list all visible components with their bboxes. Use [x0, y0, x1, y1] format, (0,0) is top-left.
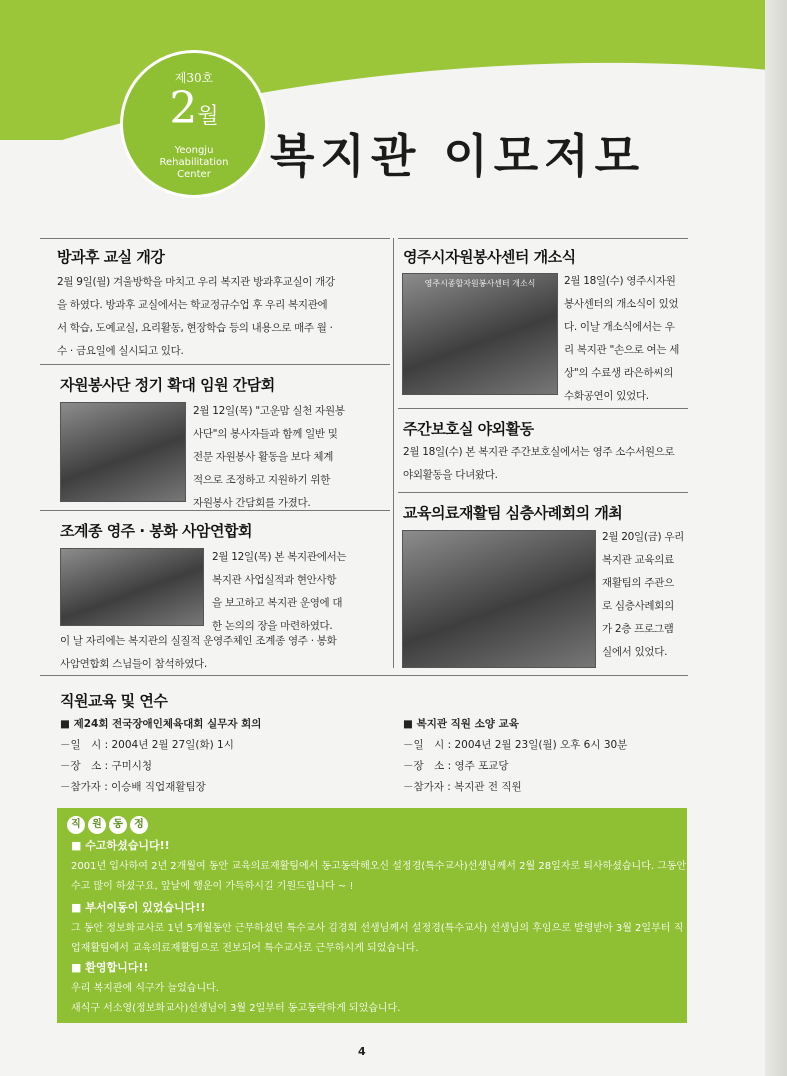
photo-banner-text: 영주시종합자원봉사센터 개소식	[424, 279, 536, 288]
issue-month	[123, 81, 265, 145]
divider	[393, 238, 394, 668]
buddhist-text-full	[60, 630, 390, 676]
en-line-1: Yeongju	[174, 145, 214, 156]
staff-news-text: 우리 복지관에 식구가 늘었습니다.	[71, 983, 219, 994]
logo-char: 원	[88, 816, 106, 834]
section-title: 주간보호실 야외활동	[403, 420, 534, 438]
section-text: 사단"의 봉사자들과 함께 일반 및	[193, 428, 338, 440]
section-training	[60, 690, 680, 711]
section-text: 이 날 자리에는 복지관의 실질적 운영주체인 조계종 영주 · 봉화	[60, 635, 337, 647]
section-text: 야외활동을 다녀왔다.	[403, 469, 498, 481]
section-title: 직원교육 및 연수	[60, 692, 168, 710]
volunteer-text	[193, 400, 388, 515]
section-text: 을 보고하고 복지관 운영에 대	[212, 597, 343, 609]
en-line-2: Rehabilitation	[159, 157, 229, 168]
training-left	[60, 714, 390, 798]
training-date: －일 시 : 2004년 2월 27일(화) 1시	[60, 739, 234, 751]
section-text: 로 심층사례회의	[602, 600, 674, 612]
section-afterschool	[57, 246, 382, 363]
staff-news-item	[71, 898, 683, 959]
section-text: 서 학습, 도예교실, 요리활동, 현장학습 등의 내용으로 매주 월 ·	[57, 322, 333, 334]
issue-number: 제30호	[174, 71, 214, 85]
training-participants: －참가자 : 이승배 직업재활팀장	[60, 781, 206, 793]
training-heading-text: 제24회 전국장애인체육대회 실무자 회의	[73, 718, 262, 730]
section-text: 리 복지관 "손으로 여는 세	[564, 344, 680, 356]
section-title: 교육의료재활팀 심층사례회의 개최	[403, 504, 623, 522]
section-text: 2월 18일(수) 본 복지관 주간보호실에서는 영주 소수서원으로	[403, 446, 675, 458]
logo-char: 정	[130, 816, 148, 834]
divider	[398, 408, 688, 409]
section-text: 자원봉사 간담회를 가졌다.	[193, 497, 311, 509]
section-text: 수 · 금요일에 실시되고 있다.	[57, 345, 184, 357]
logo-char: 동	[109, 816, 127, 834]
section-medical	[403, 502, 688, 523]
training-right	[403, 714, 688, 798]
section-text: 2월 20일(금) 우리	[602, 531, 685, 543]
section-text: 사암연합회 스님들이 참석하였다.	[60, 658, 207, 670]
medical-meeting-photo	[402, 530, 596, 668]
training-participants: －참가자 : 복지관 전 직원	[403, 781, 522, 793]
section-text: 복지관 사업실적과 현안사항	[212, 574, 337, 586]
section-text: 전문 자원봉사 활동을 보다 체계	[193, 451, 334, 463]
divider	[40, 364, 390, 365]
section-text: 2월 18일(수) 영주시자원	[564, 275, 676, 287]
section-text: 상"의 수료생 라은하씨의	[564, 367, 674, 379]
logo-char: 직	[67, 816, 85, 834]
staff-news-text: 2001년 입사하여 2년 2개월여 동안 교육의료재활팀에서 동고동락해오신 설정경(특수교사)선생님께서 2월 28일자로 퇴사하셨습니다. 그동안	[71, 861, 687, 872]
section-text: 복지관 교육의료	[602, 554, 674, 566]
en-line-3: Center	[177, 169, 211, 180]
training-heading: ■ 제24회 전국장애인체육대회 실무자 회의	[60, 718, 262, 730]
section-text: 2월 12일(목) 본 복지관에서는	[212, 551, 347, 563]
staff-news-text: 수고 많이 하셨구요, 앞날에 행운이 가득하시길 기원드립니다 ~ !	[71, 881, 354, 892]
section-text: 한 논의의 장을 마련하였다.	[212, 620, 333, 632]
section-text: 다. 이날 개소식에서는 우	[564, 321, 675, 333]
section-text: 봉사센터의 개소식이 있었	[564, 298, 679, 310]
section-title: 조계종 영주 · 봉화 사암연합회	[60, 522, 252, 540]
staff-news-item	[71, 958, 400, 1019]
section-text: 적으로 조정하고 지원하기 위한	[193, 474, 331, 486]
section-title: 자원봉사단 정기 확대 임원 간담회	[60, 376, 275, 394]
staff-news-heading: ■ 환영합니다!!	[71, 961, 149, 974]
page-edge	[765, 0, 787, 1076]
section-text: 실에서 있었다.	[602, 646, 668, 658]
section-text: 가 2층 프로그램	[602, 623, 674, 635]
buddhist-meeting-photo	[60, 548, 204, 626]
page-number: 4	[358, 1045, 366, 1058]
divider	[398, 238, 688, 239]
training-place: －장 소 : 구미시청	[60, 760, 153, 772]
section-title: 영주시자원봉사센터 개소식	[403, 248, 576, 266]
staff-news-item	[71, 836, 686, 897]
staff-news-text: 그 동안 정보화교사로 1년 5개월동안 근무하셨던 특수교사 김경희 선생님께서 설정경(특수교사) 선생님의 후임으로 발령받아 3월 2일부터 직	[71, 923, 684, 934]
center-opening-photo	[402, 273, 558, 395]
center-text	[564, 270, 686, 408]
volunteer-meeting-photo	[60, 402, 186, 502]
divider	[398, 492, 688, 493]
section-volunteer	[60, 374, 385, 395]
section-center-opening	[403, 246, 683, 267]
section-text: 을 하였다. 방과후 교실에서는 학교정규수업 후 우리 복지관에	[57, 299, 328, 311]
month-number: 2	[169, 83, 198, 134]
section-text: 재활팀의 주관으	[602, 577, 674, 589]
section-daycare	[403, 418, 688, 487]
month-unit: 월	[197, 104, 219, 129]
page-title: 복지관 이모저모	[270, 129, 646, 183]
center-english-name	[123, 145, 265, 181]
issue-badge	[120, 50, 268, 198]
training-place: －장 소 : 영주 포교당	[403, 760, 509, 772]
staff-news-text: 새식구 서소영(정보화교사)선생님이 3월 2일부터 동고동락하게 되었습니다.	[71, 1003, 401, 1014]
section-buddhist	[60, 520, 385, 541]
training-heading-text: 복지관 직원 소양 교육	[416, 718, 519, 730]
section-title: 방과후 교실 개강	[57, 248, 165, 266]
staff-news-panel	[57, 808, 687, 1023]
staff-news-heading: ■ 부서이동이 있었습니다!!	[71, 901, 206, 914]
staff-news-heading: ■ 수고하셨습니다!!	[71, 839, 170, 852]
divider	[40, 238, 390, 239]
staff-news-text: 업재활팀에서 교육의료재활팀으로 전보되어 특수교사로 근무하시게 되었습니다.	[71, 943, 419, 954]
section-text: 2월 9일(월) 겨울방학을 마치고 우리 복지관 방과후교실이 개강	[57, 276, 335, 288]
medical-text	[602, 526, 686, 664]
section-text: 2월 12일(목) "고운맘 실천 자원봉	[193, 405, 345, 417]
training-date: －일 시 : 2004년 2월 23일(월) 오후 6시 30분	[403, 739, 628, 751]
training-heading: ■ 복지관 직원 소양 교육	[403, 718, 519, 730]
staff-news-logo	[67, 816, 148, 836]
buddhist-text-right	[212, 546, 388, 638]
section-text: 수화공연이 있었다.	[564, 390, 649, 402]
